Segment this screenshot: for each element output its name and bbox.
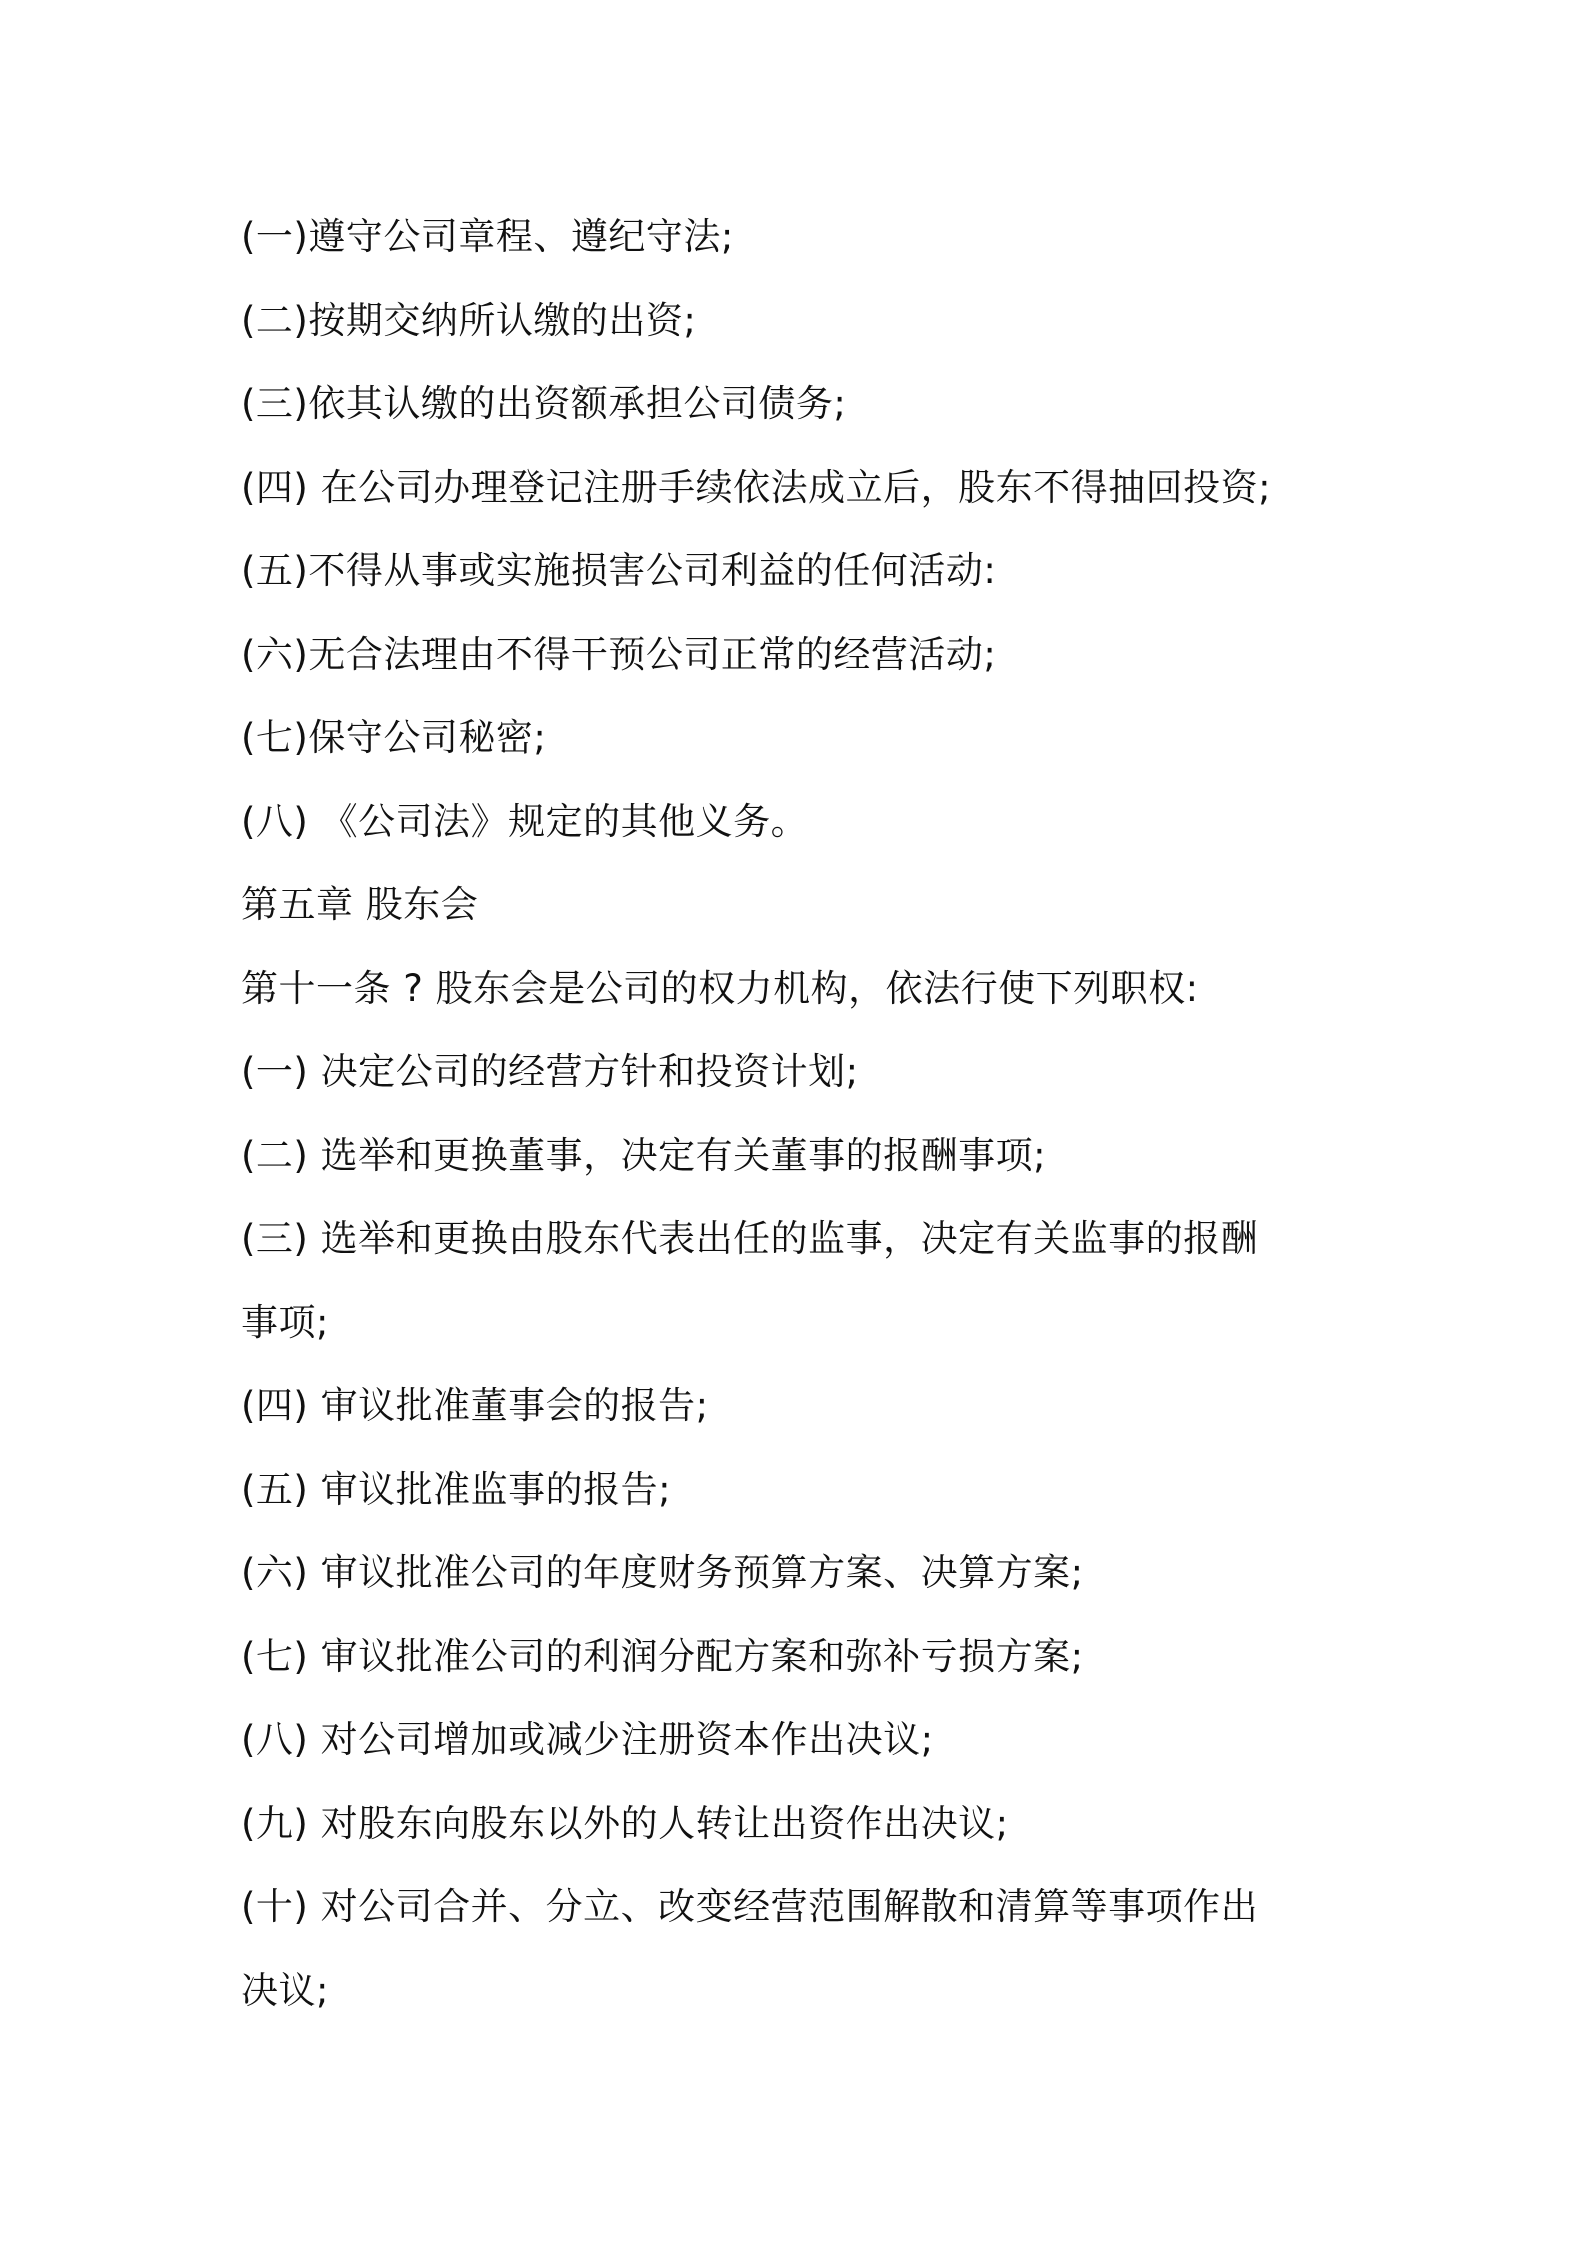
power-item-10: (十) 对公司合并、分立、改变经营范围解散和清算等事项作出	[241, 1885, 1259, 1928]
obligation-item-6: (六)无合法理由不得干预公司正常的经营活动;	[241, 632, 997, 676]
power-item-1: (一) 决定公司的经营方针和投资计划;	[241, 1050, 859, 1093]
obligation-item-2: (二)按期交纳所认缴的出资;	[241, 298, 697, 342]
obligation-item-4: (四) 在公司办理登记注册手续依法成立后，股东不得抽回投资;	[241, 465, 1272, 509]
power-item-8: (八) 对公司增加或减少注册资本作出决议;	[241, 1718, 934, 1761]
obligation-item-1: (一)遵守公司章程、遵纪守法;	[241, 215, 734, 258]
power-item-7: (七) 审议批准公司的利润分配方案和弥补亏损方案;	[241, 1634, 1084, 1678]
obligation-item-5: (五)不得从事或实施损害公司利益的任何活动:	[241, 549, 997, 592]
document-body	[241, 195, 1371, 2032]
power-item-2: (二) 选举和更换董事，决定有关董事的报酬事项;	[241, 1133, 1047, 1177]
power-item-10-continued: 决议;	[241, 1968, 329, 2012]
article-heading: 第十一条 ? 股东会是公司的权力机构，依法行使下列职权:	[241, 966, 1199, 1010]
power-item-5: (五) 审议批准监事的报告;	[241, 1467, 672, 1511]
power-item-4: (四) 审议批准董事会的报告;	[241, 1384, 709, 1427]
obligation-item-7: (七)保守公司秘密;	[241, 716, 547, 759]
obligation-item-8: (八) 《公司法》规定的其他义务。	[241, 799, 809, 843]
power-item-3-continued: 事项;	[241, 1300, 329, 1344]
chapter-heading: 第五章 股东会	[241, 883, 479, 926]
obligation-item-3: (三)依其认缴的出资额承担公司债务;	[241, 382, 847, 425]
power-item-6: (六) 审议批准公司的年度财务预算方案、决算方案;	[241, 1551, 1084, 1594]
power-item-9: (九) 对股东向股东以外的人转让出资作出决议;	[241, 1801, 1009, 1845]
power-item-3: (三) 选举和更换由股东代表出任的监事，决定有关监事的报酬	[241, 1217, 1259, 1260]
